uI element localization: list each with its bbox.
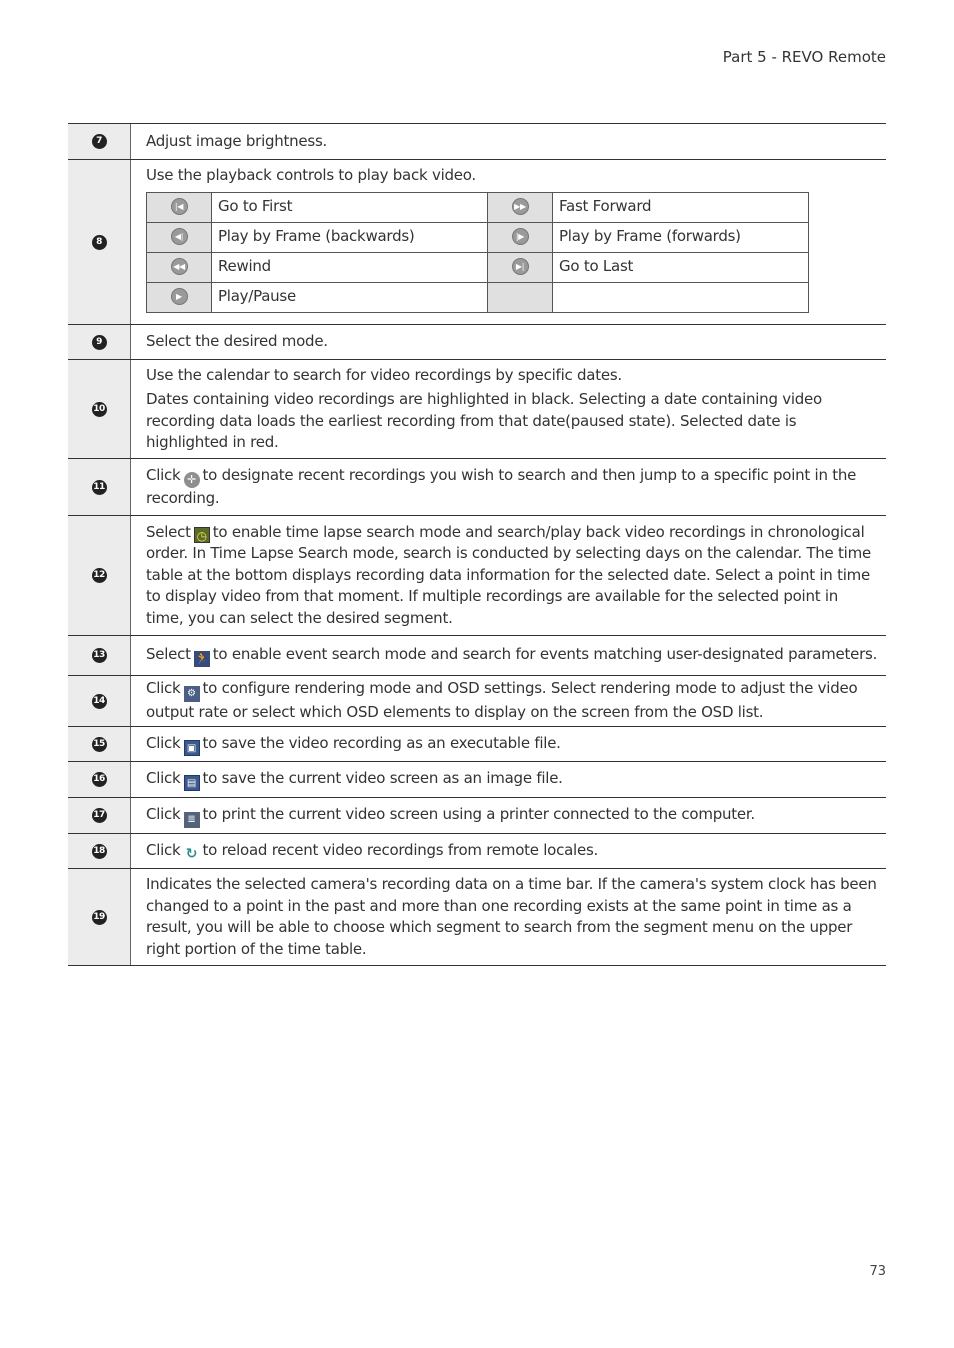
description-text: to enable event search mode and search for events matching user-designated parameters. xyxy=(212,645,878,663)
table-row xyxy=(68,727,886,762)
row-number: 9 xyxy=(92,335,107,350)
control-label: Play/Pause xyxy=(212,282,488,312)
table-row xyxy=(68,325,886,360)
row-description xyxy=(131,727,886,761)
frame-forward-icon: |▶ xyxy=(512,228,529,245)
row-number-badge xyxy=(68,360,131,458)
description-text: to designate recent recordings you wish to search and then jump to a specific point in the recording. xyxy=(146,465,857,507)
row-number: 16 xyxy=(92,772,107,787)
row-description xyxy=(131,834,886,868)
description-text: Select xyxy=(146,522,191,541)
description-text: Use the calendar to search for video recordings by specific dates. xyxy=(146,365,622,384)
reload-icon: ↻ xyxy=(184,846,200,862)
row-description xyxy=(131,798,886,833)
section-header: Part 5 - REVO Remote xyxy=(722,48,886,66)
description-text: Select xyxy=(146,645,191,663)
table-row xyxy=(68,762,886,798)
table-row xyxy=(68,834,886,869)
save-image-icon: ▤ xyxy=(184,775,200,791)
description-text: Click xyxy=(146,679,181,698)
row-number-badge xyxy=(68,727,131,761)
description-text: Select the desired mode. xyxy=(146,332,328,351)
settings-icon: ⚙ xyxy=(184,686,200,702)
description-text: Click xyxy=(146,733,181,752)
description-text: Click xyxy=(146,465,181,484)
time-lapse-icon: ◷ xyxy=(194,527,210,543)
description-table xyxy=(68,123,886,966)
play-pause-icon: ▶ xyxy=(171,288,188,305)
control-label: Go to First xyxy=(212,192,488,222)
row-number: 15 xyxy=(92,737,107,752)
fast-forward-icon: ▶▶ xyxy=(512,198,529,215)
row-description xyxy=(131,676,886,726)
control-label: Go to Last xyxy=(553,252,809,282)
table-row xyxy=(68,459,886,516)
row-number-badge xyxy=(68,869,131,965)
row-number-badge xyxy=(68,762,131,797)
table-row xyxy=(68,636,886,676)
table-row xyxy=(68,676,886,727)
row-number-badge xyxy=(68,160,131,324)
empty-cell xyxy=(553,282,809,312)
row-number: 8 xyxy=(92,235,107,250)
go-to-first-icon: |◀ xyxy=(171,198,188,215)
table-row xyxy=(68,124,886,160)
page-number: 73 xyxy=(869,1264,886,1279)
row-number: 7 xyxy=(92,134,107,149)
control-label: Fast Forward xyxy=(553,192,809,222)
row-number: 12 xyxy=(92,568,107,583)
description-text: Use the playback controls to play back video. xyxy=(146,166,476,184)
row-number-badge xyxy=(68,798,131,833)
row-description xyxy=(131,325,886,359)
jump-search-icon: ✛ xyxy=(184,472,200,488)
row-number: 14 xyxy=(92,694,107,709)
row-description xyxy=(131,762,886,797)
row-number-badge xyxy=(68,459,131,515)
description-text: to save the current video screen as an image file. xyxy=(202,769,563,787)
row-number-badge xyxy=(68,124,131,159)
row-description xyxy=(131,124,886,159)
description-text: Click xyxy=(146,841,181,859)
row-description xyxy=(131,160,886,324)
row-description xyxy=(131,516,886,635)
save-executable-icon: ▣ xyxy=(184,740,200,756)
row-number: 10 xyxy=(92,402,107,417)
description-text: to reload recent video recordings from remote locales. xyxy=(202,841,599,859)
description-text: Click xyxy=(146,804,181,823)
row-number-badge xyxy=(68,676,131,726)
description-text: to enable time lapse search mode and search/play back video recordings in chronological order. In Time Lapse Search mode, search is conducted by selecting days on the calendar. The time table at the bottom displays recording data information for the selected date. Select a point in time to display video from that moment. If multiple recordings are available for the selected point in time, you can select the desired segment. xyxy=(146,522,871,627)
row-description xyxy=(131,360,886,458)
table-row xyxy=(68,360,886,459)
description-text: to save the video recording as an executable file. xyxy=(202,733,561,752)
row-number-badge xyxy=(68,516,131,635)
row-number: 19 xyxy=(92,910,107,925)
row-number: 11 xyxy=(92,480,107,495)
table-row xyxy=(68,869,886,966)
go-to-last-icon: ▶| xyxy=(512,258,529,275)
row-number: 13 xyxy=(92,648,107,663)
description-text: to configure rendering mode and OSD settings. Select rendering mode to adjust the video output rate or select which OSD elements to display on the screen from the OSD list. xyxy=(146,679,858,722)
control-label: Play by Frame (forwards) xyxy=(553,222,809,252)
row-number: 17 xyxy=(92,808,107,823)
playback-controls-table xyxy=(146,192,809,313)
description-text: Dates containing video recordings are highlighted in black. Selecting a date containing video recording data loads the earliest recording from that date(paused state). Selected date is highlighted in red. xyxy=(146,390,822,451)
row-number: 18 xyxy=(92,844,107,859)
table-row xyxy=(68,160,886,325)
row-number-badge xyxy=(68,325,131,359)
table-row xyxy=(68,798,886,834)
table-row xyxy=(68,516,886,636)
description-text: Indicates the selected camera's recording data on a time bar. If the camera's system clock has been changed to a point in the past and more than one recording exists at the same point in time as a result, you will be able to choose which segment to search from the segment menu on the upper right portion of the time table. xyxy=(146,875,877,958)
row-description xyxy=(131,636,886,675)
frame-backward-icon: ◀| xyxy=(171,228,188,245)
description-text: Adjust image brightness. xyxy=(146,131,328,150)
control-label: Play by Frame (backwards) xyxy=(212,222,488,252)
control-label: Rewind xyxy=(212,252,488,282)
event-search-icon: 🏃 xyxy=(195,652,209,665)
row-number-badge xyxy=(68,834,131,868)
row-description xyxy=(131,869,886,965)
rewind-icon: ◀◀ xyxy=(171,258,188,275)
description-text: Click xyxy=(146,769,181,787)
empty-cell xyxy=(488,282,553,312)
printer-icon: ≣ xyxy=(184,812,200,828)
row-description xyxy=(131,459,886,515)
row-number-badge xyxy=(68,636,131,675)
description-text: to print the current video screen using a printer connected to the computer. xyxy=(202,804,755,823)
